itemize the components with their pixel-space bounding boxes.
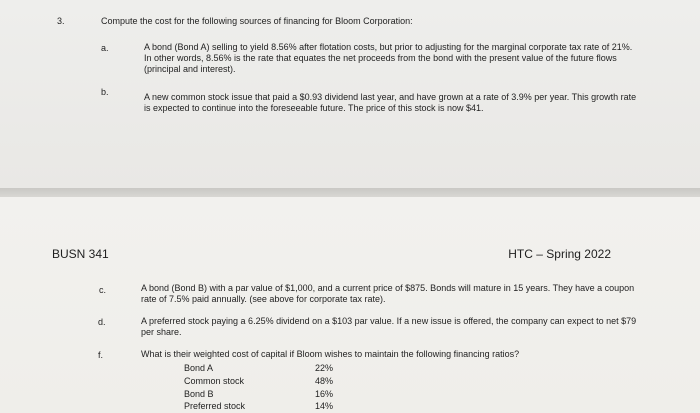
- item-c-label: c.: [99, 285, 107, 295]
- document-page-2: [0, 197, 700, 413]
- ratio-name: Bond B: [184, 389, 214, 399]
- ratio-name: Preferred stock: [184, 401, 246, 411]
- term-header: HTC – Spring 2022: [508, 247, 611, 261]
- ratio-value: 48%: [315, 376, 334, 386]
- page-gap: [0, 188, 700, 197]
- ratio-value: 14%: [315, 401, 334, 411]
- question-number: 3.: [57, 16, 65, 26]
- item-f-text: What is their weighted cost of capital if Bloom wishes to maintain the following financing ratios?: [141, 349, 520, 359]
- item-d-text: A preferred stock paying a 6.25% dividend on a $103 par value. If a new issue is offered, the company can expect to net $79 per share.: [141, 316, 637, 337]
- item-a-label: a.: [101, 43, 109, 53]
- item-d-label: d.: [98, 317, 106, 327]
- item-b-label: b.: [101, 87, 109, 97]
- item-a-text: A bond (Bond A) selling to yield 8.56% after flotation costs, but prior to adjusting for the marginal corporate tax rate of 21%. In other words, 8.56% is the rate that equates the net proceeds from the bond with the present value of the future flows (principal and interest).: [144, 42, 633, 74]
- question-intro: Compute the cost for the following sources of financing for Bloom Corporation:: [101, 16, 413, 26]
- ratio-name: Common stock: [184, 376, 245, 386]
- ratio-name: Bond A: [184, 363, 214, 373]
- ratio-value: 22%: [315, 363, 334, 373]
- course-header: BUSN 341: [52, 247, 109, 261]
- ratio-value: 16%: [315, 389, 334, 399]
- item-b-text: A new common stock issue that paid a $0.93 dividend last year, and have grown at a rate of 3.9% per year. This growth rate is expected to continue into the foreseeable future. The price of this stock is now $41.: [144, 92, 637, 113]
- item-c-text: A bond (Bond B) with a par value of $1,000, and a current price of $875. Bonds will mature in 15 years. They have a coupon rate of 7.5% paid annually. (see above for corporate tax rate).: [141, 283, 635, 304]
- item-f-label: f.: [98, 350, 104, 360]
